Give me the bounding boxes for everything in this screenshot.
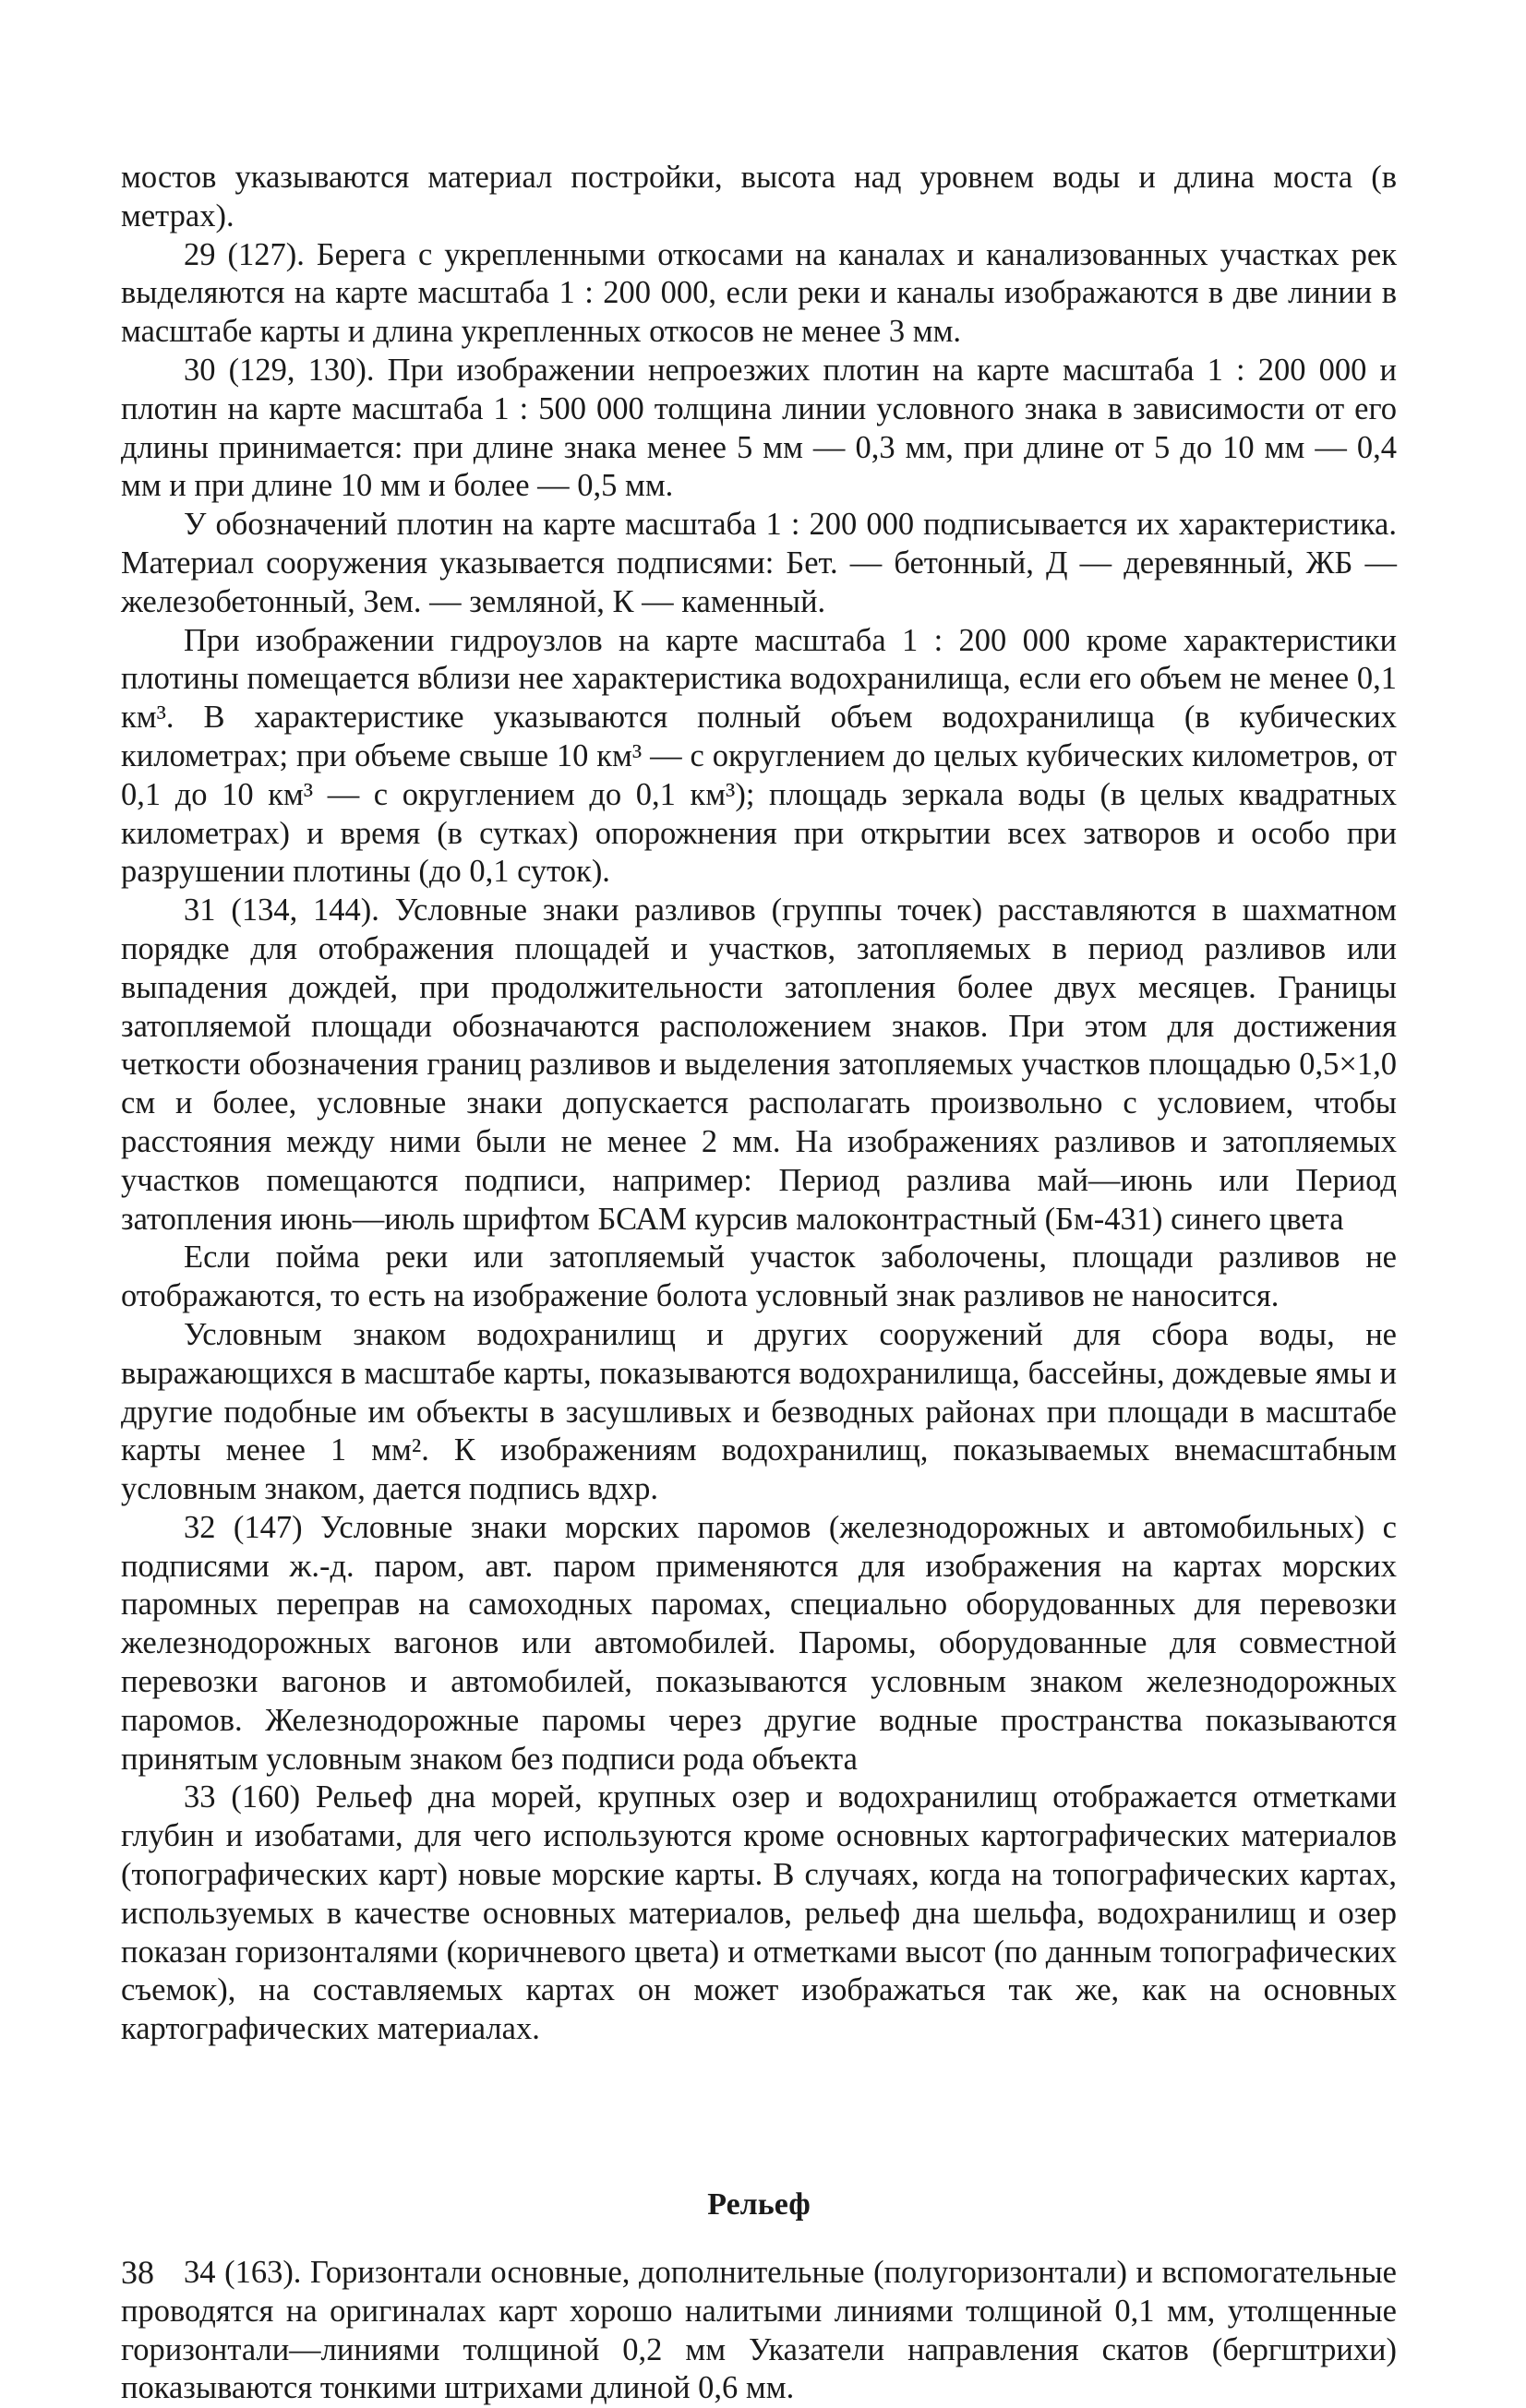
paragraph-33: 33 (160) Рельеф дна морей, крупных озер и водохранилищ отображается отметками глубин и изобатами, для чего используются кроме основных картографических материалов (топографических карт) новые морские карты. В случаях, когда на топографических картах, используемых в качестве основных материалов, рельеф дна шельфа, водохранилищ и озер показан горизонталями (коричневого цвета) и отметками высот (по данным топографических съемок), на составляемых картах он может изображаться так же, как на основных картографических материалах. bbox=[121, 1779, 1397, 2047]
body-text bbox=[121, 159, 1397, 2408]
paragraph-continuation: мостов указываются материал постройки, высота над уровнем воды и длина моста (в метрах). bbox=[121, 160, 1397, 234]
paragraph-29: 29 (127). Берега с укрепленными откосами на каналах и канализованных участках рек выделяются на карте масштаба 1 : 200 000, если реки и каналы изображаются в две линии в масштабе карты и длина укрепленных откосов не менее 3 мм. bbox=[121, 236, 1397, 350]
page-number: 38 bbox=[121, 2254, 154, 2291]
paragraph-32: 32 (147) Условные знаки морских паромов (железнодорожных и автомобильных) с подписями ж.-д. паром, авт. паром применяются для изображения на картах морских паромных переправ на самоходных паромах, специально оборудованных для перевозки железнодорожных вагонов или автомобилей. Паромы, оборудованные для совместной перевозки вагонов и автомобилей, показываются условным знаком железнодорожных паромов. Железнодорожные паромы через другие водные пространства показываются принятым условным знаком без подписи рода объекта bbox=[121, 1509, 1397, 1777]
paragraph-30: 30 (129, 130). При изображении непроезжих плотин на карте масштаба 1 : 200 000 и плотин на карте масштаба 1 : 500 000 толщина линии условного знака в зависимости от его длины принимается: при длине знака менее 5 мм — 0,3 мм, при длине от 5 до 10 мм — 0,4 мм и при длине 10 мм и более — 0,5 мм. bbox=[121, 352, 1397, 504]
paragraph-hydro-nodes: При изображении гидроузлов на карте масштаба 1 : 200 000 кроме характеристики плотины помещается вблизи нее характеристика водохранилища, если его объем не менее 0,1 км³. В характеристике указываются полный объем водохранилища (в кубических километрах; при объеме свыше 10 км³ — с округлением до целых кубических километров, от 0,1 до 10 км³ — с округлением до 0,1 км³); площадь зеркала воды (в целых квадратных километрах) и время (в сутках) опорожнения при открытии всех затворов и особо при разрушении плотины (до 0,1 суток). bbox=[121, 622, 1397, 890]
paragraph-31: 31 (134, 144). Условные знаки разливов (группы точек) расставляются в шахматном порядке для отображения площадей и участков, затопляемых в период разливов или выпадения дождей, при продолжительности затопления более двух месяцев. Границы затопляемой площади обозначаются расположением знаков. При этом для достижения четкости обозначения границ разливов и выделения затопляемых участков площадью 0,5×1,0 см и более, условные знаки допускается располагать произвольно с условием, чтобы расстояния между ними были не менее 2 мм. На изображениях разливов и затопляемых участков помещаются подписи, например: Период разлива май—июнь или Период затопления июнь—июль шрифтом БСАМ курсив малоконтрастный (Бм-431) синего цвета bbox=[121, 893, 1397, 1237]
paragraph-floodplain: Если пойма реки или затопляемый участок заболочены, площади разливов не отображаются, то есть на изображение болота условный знак разливов не наносится. bbox=[121, 1240, 1397, 1314]
paragraph-dam-labels: У обозначений плотин на карте масштаба 1 : 200 000 подписывается их характеристика. Материал сооружения указывается подписями: Бет. — бетонный, Д — деревянный, ЖБ — железобетонный, Зем. — земляной, К — каменный. bbox=[121, 507, 1397, 619]
section-title: Рельеф bbox=[707, 2187, 811, 2222]
paragraph-34: 34 (163). Горизонтали основные, дополнительные (полугоризонтали) и вспомогательные проводятся на оригиналах карт хорошо налитыми линиями толщиной 0,1 мм, утолщенные горизонтали—линиями толщиной 0,2 мм Указатели направления скатов (бергштрихи) показываются тонкими штрихами длиной 0,6 мм. bbox=[121, 2255, 1397, 2406]
paragraph-reservoirs: Условным знаком водохранилищ и других сооружений для сбора воды, не выражающихся в масштабе карты, показываются водохранилища, бассейны, дождевые ямы и другие подобные им объекты в засушливых и безводных районах при площади в масштабе карты менее 1 мм². К изображениям водохранилищ, показываемых внемасштабным условным знаком, дается подпись вдхр. bbox=[121, 1316, 1397, 1507]
